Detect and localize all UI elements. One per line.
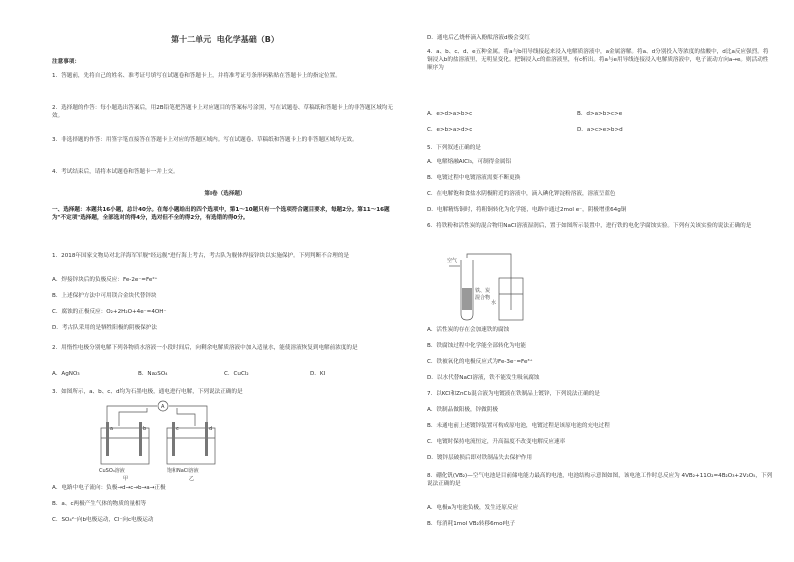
beaker-jia-label: 甲 [123,476,129,482]
mixture-label-line2: 混合物 [475,295,491,301]
question-6-option-c: C．铁被氧化的电极反应式为Fe-3e⁻=Fe³⁺ [427,359,533,365]
notice-item-4: 4．考试结束后，请将本试题卷和答题卡一并上交。 [52,169,179,175]
question-5-stem: 5．下列叙述正确的是 [427,145,481,151]
ammeter-label: A [161,404,165,410]
electrode-a-label: a [110,426,114,432]
mixture-label-line1: 铁、炭 [475,288,491,294]
question-2-stem: 2．用惰性电极分别电解下列各物质水溶液一小段时间后，向剩余电解质溶液中加入适量水，能使溶液恢复到电解前浓度的是 [52,345,358,351]
electrode-c [172,422,175,456]
question-5-option-a: A．电解熔融AlCl₃，可制得金属铝 [427,159,512,165]
notice-item-2: 2．选择题的作答：每小题选出答案后，用2B铅笔把答题卡上对应题目的答案标号涂黑，写在试题卷、草稿纸和答题卡上的非答题区域均无效。 [52,105,393,119]
question-7-option-d: D．镀锌层破损后即对铁制品失去保护作用 [427,455,532,461]
question-8-option-a: A．电极a为电池负极，发生还原反应 [427,505,519,511]
question-2-option-a: A．AgNO₃ [52,371,80,377]
question-3-option-b: B．a、c两极产生气体的物质的量相等 [52,501,147,507]
question-4-options-row-2 [427,126,773,134]
question-7-option-b: B．未通电前上述镀锌装置可构成原电池，电镀过程是该原电池的充电过程 [427,423,610,429]
wire-left-inner [119,408,147,426]
right-column [427,0,773,562]
connecting-tube [467,254,511,278]
section-heading: 第Ⅰ卷（选择题） [204,191,246,197]
corrosion-apparatus-diagram [447,252,557,324]
question-1-option-d: D．考古队采用的是牺牲阳极的阴极保护法 [52,325,157,331]
question-2-options [52,370,398,378]
question-6-option-d: D．以水代替NaCl溶液，铁不能发生吸氧腐蚀 [427,375,540,381]
cuso4-label: CuSO₄溶液 [99,468,125,474]
question-6-option-a: A．活性炭的存在会加速铁的腐蚀 [427,327,510,333]
wire-right-inner [177,408,195,426]
question-4-option-a: A．e>d>a>b>c [427,111,473,117]
question-2-option-c: C．CuCl₂ [224,371,249,377]
question-3-option-d: D．通电后乙烧杯滴入酚酞溶液d极会变红 [427,35,530,41]
question-1-option-b: B．上述保护方法中可用镁合金块代替锌块 [52,293,157,299]
question-4-stem: 4．a、b、c、d、e五种金属。将a与b用导线接起来浸入电解质溶液中，a金属溶解。将a、d分别投入等浓度的盐酸中，d比a反应强烈。将铜浸入b的盐溶液里，无明显变化。把铜浸入c的盐溶液里，有c析出。将a与e用导线连接浸入电解质溶液中，电子流动方向a→e。则活动性顺序为 [427,49,769,71]
electrode-d [205,422,208,456]
question-4-option-d: D．a>c>e>b>d [577,127,623,133]
question-7-stem: 7．以KCl和ZnCl₂混合液为电镀液在铁制品上镀锌，下列说法正确的是 [427,391,600,397]
question-3-stem: 3．如图所示，a、b、c、d均为石墨电极，通电进行电解，下列说法正确的是 [52,389,243,395]
water-label: 水 [491,300,497,306]
electrolysis-diagram [97,400,227,482]
iron-carbon-mixture [462,288,472,310]
question-3-option-a: A．电路中电子流向：负极→d→c→b→a→正极 [52,485,166,491]
question-8-stem: 8．硼化钒(VB₂)—空气电池是目前储电能力最高的电池，电池结构示意图如图，该电池工作时总反应为 4VB₂+11O₂=4B₂O₃+2V₂O₅，下列说法正确的是 [427,473,773,487]
page-title: 第十二单元 电化学基础（B） [171,35,279,44]
electrode-b [139,422,142,456]
question-5-option-d: D．电解精炼铜时，将粗铜转化为化学能，电路中通过2mol e⁻，阴极增重64g铜 [427,207,627,213]
electrode-b-label: b [143,426,147,432]
question-4-options-row-1 [427,110,773,118]
notice-item-3: 3．非选择题的作答：用签字笔直接答在答题卡上对应的答题区域内。写在试题卷、草稿纸和答题卡上的非答题区域均无效。 [52,137,358,143]
electrode-a [106,422,109,456]
question-5-option-c: C．在电解饱和食盐水阴极附近的溶液中，滴入碘化钾淀粉溶液，溶液呈蓝色 [427,191,616,197]
question-5-option-b: B．电镀过程中电镀溶液需要不断更换 [427,175,521,181]
nacl-label: 饱和NaCl溶液 [167,468,199,474]
question-4-option-c: C．e>b>a>d>c [427,127,473,133]
left-column [52,0,398,562]
question-1-stem: 1．2018年国家文物局对北洋海军军舰"经远舰"进行海上考古，考古队为舰体焊接锌块以实施保护。下列判断不合理的是 [52,253,350,259]
question-7-option-a: A．铁制品做阳极，锌做阴极 [427,407,498,413]
notice-item-1: 1．答题前，先将自己的姓名、准考证号填写在试题卷和答题卡上，并将准考证号条形码粘贴在答题卡上的指定位置。 [52,73,341,79]
air-label: 空气 [447,258,458,264]
electrode-d-label: d [209,426,213,432]
question-4-option-b: B．d>a>b>c>e [577,111,623,117]
question-1-option-c: C．腐蚀的正极反应：O₂+2H₂O+4e⁻=4OH⁻ [52,309,167,315]
notice-heading: 注意事项： [52,59,80,65]
question-2-option-b: B．Na₂SO₄ [138,371,168,377]
question-2-option-d: D．KI [310,371,326,377]
instructions: 一、选择题：本题共16小题，总计40分。在每小题给出的四个选项中，第1～10题只有一个选项符合题目要求，每题2分。第11～16题为"不定项"选择题，全部选对的得4分，选对但不全的得2分，有选错的得0分。 [52,207,390,221]
question-6-option-b: B．铁腐蚀过程中化学能全部转化为电能 [427,343,526,349]
electrode-c-label: c [176,426,179,432]
question-1-option-a: A．焊接锌块后的负极反应：Fe-2e⁻=Fe²⁺ [52,277,158,283]
question-8-option-b: B．每消耗1mol VB₂转移6mol电子 [427,521,516,527]
question-7-option-c: C．电镀时保持电流恒定，升高温度不改变电解反应速率 [427,439,566,445]
beaker-yi-label: 乙 [189,476,195,482]
question-3-option-c: C．SO₄²⁻向b电极运动，Cl⁻向c电极运动 [52,517,154,523]
question-6-stem: 6．将铁粉和活性炭的混合物用NaCl溶液湿润后，置于如图所示装置中，进行铁的电化学腐蚀实验。下列有关该实验的说法正确的是 [427,223,752,229]
wire-left [107,406,157,426]
